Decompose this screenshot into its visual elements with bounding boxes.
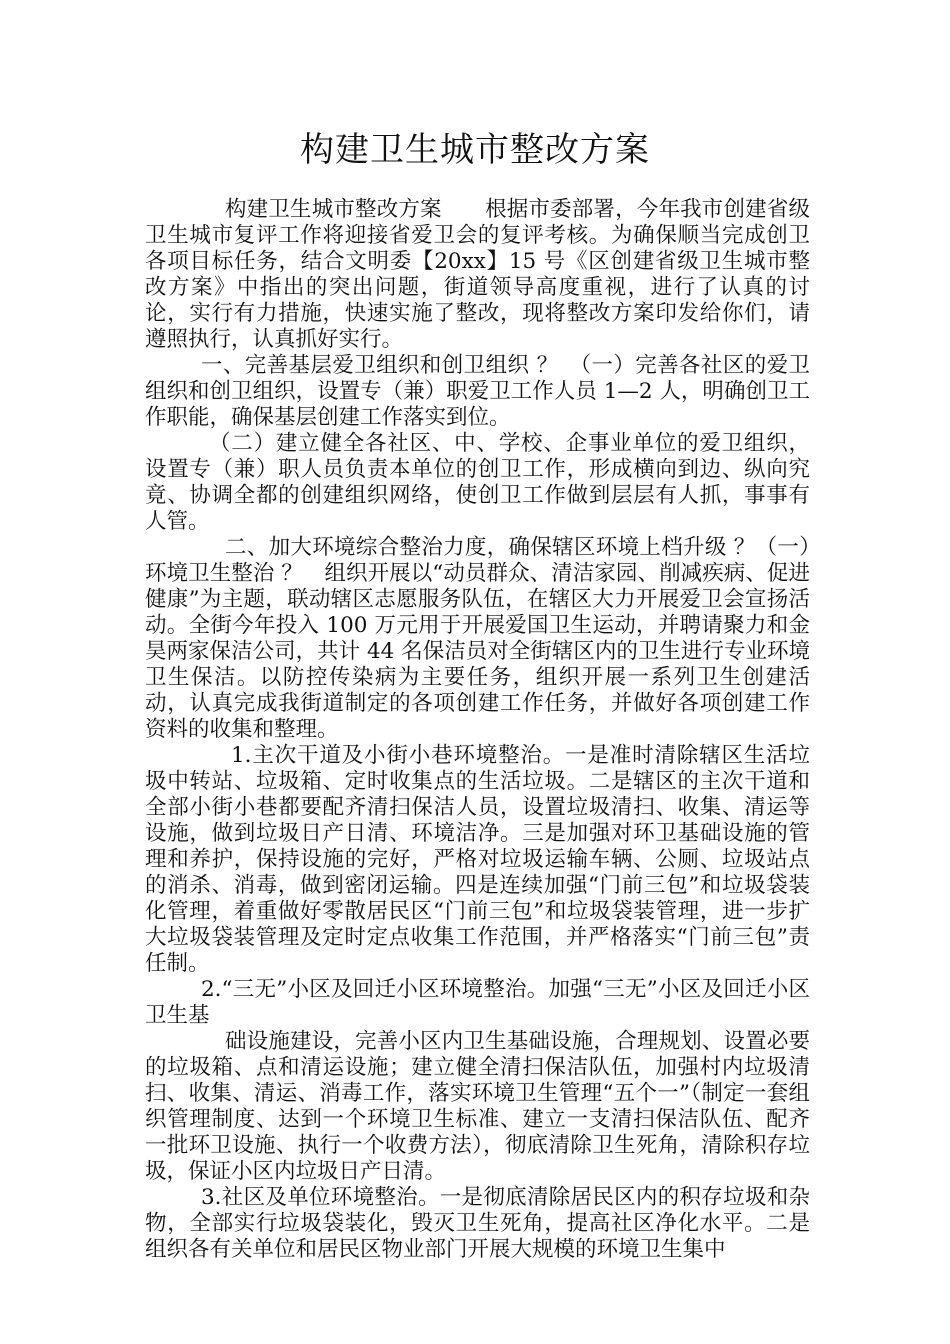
- document-body: [145, 197, 810, 1263]
- document-title: 构建卫生城市整改方案: [300, 130, 650, 170]
- paragraph-intro: 构建卫生城市整改方案 根据市委部署，今年我市创建省级卫生城市复评工作将迎接省爱卫会的复评考核。为确保顺当完成创卫各项目标任务，结合文明委【20xx】15 号《区创建省级卫生城市整改方案》中指出的突出问题，街道领导高度重视，进行了认真的讨论，实行有力措施，快速实施了整改，现将整改方案印发给你们，请遵照执行，认真抓好实行。: [145, 197, 810, 352]
- paragraph-item-1: 1.主次干道及小街小巷环境整治。一是准时清除辖区生活垃圾中转站、垃圾箱、定时收集点的生活垃圾。二是辖区的主次干道和全部小街小巷都要配齐清扫保洁人员，设置垃圾清扫、收集、清运等设施，做到垃圾日产日清、环境洁净。三是加强对环卫基础设施的管理和养护，保持设施的完好，严格对垃圾运输车辆、公厕、垃圾站点的消杀、消毒，做到密闭运输。四是连续加强“门前三包”和垃圾袋装化管理，着重做好零散居民区“门前三包”和垃圾袋装管理，进一步扩大垃圾袋装管理及定时定点收集工作范围，并严格落实“门前三包”责任制。: [145, 743, 810, 976]
- paragraph-section-1: 一、完善基层爱卫组织和创卫组织 ？ （一）完善各社区的爱卫组织和创卫组织，设置专（兼）职爱卫工作人员 1—2 人，明确创卫工作职能，确保基层创建工作落实到位。: [145, 353, 810, 430]
- paragraph-item-3: 3.社区及单位环境整治。一是彻底清除居民区内的积存垃圾和杂物，全部实行垃圾袋装化，毁灭卫生死角，提高社区净化水平。二是组织各有关单位和居民区物业部门开展大规模的环境卫生集中: [145, 1185, 810, 1262]
- paragraph-item-2: 2.“三无”小区及回迁小区环境整治。加强“三无”小区及回迁小区卫生基: [145, 977, 810, 1028]
- paragraph-section-2: 二、加大环境综合整治力度，确保辖区环境上档升级 ？（一）环境卫生整治 ？ 组织开展以“动员群众、清洁家园、削减疾病、促进健康”为主题，联动辖区志愿服务队伍，在辖区大力开展爱卫会宣扬活动。全街今年投入 100 万元用于开展爱国卫生运动，并聘请聚力和金昊两家保洁公司，共计 44 名保洁员对全街辖区内的卫生进行专业环境卫生保洁。以防控传染病为主要任务，组织开展一系列卫生创建活动，认真完成我街道制定的各项创建工作任务，并做好各项创建工作资料的收集和整理。: [145, 535, 810, 742]
- paragraph-item-2-continued: 础设施建设，完善小区内卫生基础设施，合理规划、设置必要的垃圾箱、点和清运设施；建立健全清扫保洁队伍，加强村内垃圾清扫、收集、清运、消毒工作，落实环境卫生管理“五个一”（制定一套组织管理制度、达到一个环境卫生标准、建立一支清扫保洁队伍、配齐一批环卫设施、执行一个收费方法），彻底清除卫生死角，清除积存垃圾，保证小区内垃圾日产日清。: [145, 1029, 810, 1184]
- paragraph-section-1-item-2: （二）建立健全各社区、中、学校、企事业单位的爱卫组织，设置专（兼）职人员负责本单位的创卫工作，形成横向到边、纵向究竟、协调全都的创建组织网络，使创卫工作做到层层有人抓，事事有人管。: [145, 431, 810, 534]
